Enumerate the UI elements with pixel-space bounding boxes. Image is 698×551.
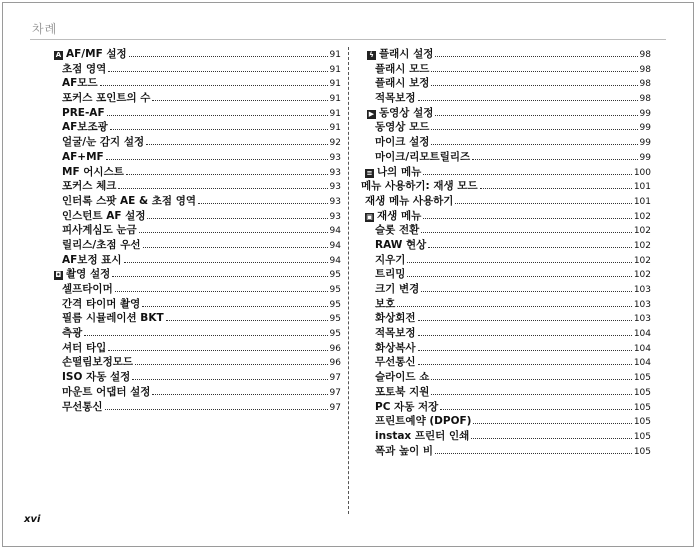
toc-entry-label: 플래시 설정 bbox=[379, 48, 434, 60]
toc-entry-label: 릴리스/초점 우선 bbox=[62, 238, 141, 251]
dot-leader bbox=[418, 350, 632, 351]
af-mf-menu-icon: A bbox=[55, 51, 62, 59]
toc-entry-label: 포커스 포인트의 수 bbox=[62, 92, 151, 105]
dot-leader bbox=[431, 379, 631, 380]
toc-entry-page: 102 bbox=[633, 240, 651, 251]
toc-entry-page: 100 bbox=[633, 167, 651, 178]
dot-leader bbox=[421, 232, 632, 233]
toc-entry-page: 93 bbox=[329, 167, 341, 178]
toc-entry-label: 재생 메뉴 bbox=[377, 209, 422, 222]
toc-entry[interactable] bbox=[361, 267, 651, 282]
toc-entry-page: 91 bbox=[329, 123, 341, 134]
toc-entry-page: 102 bbox=[633, 270, 651, 281]
toc-entry-label: 슬롯 전환 bbox=[375, 224, 420, 237]
dot-leader bbox=[423, 174, 632, 175]
toc-entry-label: AF보정 표시 bbox=[62, 253, 122, 266]
dot-leader bbox=[139, 232, 328, 233]
flash-menu-icon: ϟ bbox=[367, 51, 376, 60]
shooting-menu-icon: ◘ bbox=[55, 271, 62, 280]
dot-leader bbox=[418, 100, 638, 101]
toc-entry-page: 94 bbox=[329, 240, 341, 251]
toc-entry[interactable] bbox=[361, 414, 651, 429]
toc-entry-page: 95 bbox=[329, 299, 341, 310]
dot-leader bbox=[431, 71, 637, 72]
toc-entry-label: 필름 시뮬레이션 BKT bbox=[62, 312, 164, 325]
toc-entry-label: 측광 bbox=[62, 327, 83, 340]
dot-leader bbox=[129, 56, 328, 57]
toc-entry-page: 103 bbox=[633, 285, 651, 295]
toc-entry[interactable] bbox=[54, 311, 341, 326]
dot-leader bbox=[105, 409, 328, 410]
dot-leader bbox=[431, 144, 637, 145]
toc-entry-label: 포커스 체크 bbox=[62, 180, 117, 193]
toc-entry-page: 99 bbox=[639, 152, 651, 163]
toc-entry-label: 초점 영역 bbox=[62, 62, 107, 75]
toc-entry-label: 화상회전 bbox=[375, 312, 416, 325]
toc-entry-page: 101 bbox=[633, 182, 651, 193]
toc-entry[interactable] bbox=[361, 282, 651, 297]
toc-entry-page: 101 bbox=[633, 196, 651, 207]
dot-leader bbox=[108, 350, 327, 351]
toc-entry-label: 메뉴 사용하기: 재생 모드 bbox=[361, 180, 478, 193]
toc-entry-label: 크기 변경 bbox=[375, 283, 420, 295]
toc-entry[interactable] bbox=[361, 135, 651, 150]
toc-entry-page: 91 bbox=[329, 94, 341, 105]
toc-entry[interactable] bbox=[54, 267, 341, 282]
toc-entry-label: MF 어시스트 bbox=[62, 165, 124, 178]
toc-entry[interactable] bbox=[54, 76, 341, 91]
toc-entry[interactable] bbox=[54, 120, 341, 135]
toc-entry-label: 나의 메뉴 bbox=[377, 165, 422, 178]
toc-entry[interactable] bbox=[54, 209, 341, 224]
toc-entry-label: 무선통신 bbox=[62, 400, 103, 413]
dot-leader bbox=[124, 262, 328, 263]
toc-entry[interactable] bbox=[361, 253, 651, 268]
toc-entry-label: 마이크 설정 bbox=[375, 136, 430, 149]
toc-entry-label: 적목보정 bbox=[375, 327, 416, 340]
dot-leader bbox=[135, 364, 328, 365]
toc-entry[interactable] bbox=[361, 297, 651, 312]
toc-entry-label: 플래시 보정 bbox=[375, 77, 430, 90]
toc-entry[interactable] bbox=[361, 62, 651, 77]
toc-entry-page: 95 bbox=[329, 314, 341, 325]
toc-entry-label: 무선통신 bbox=[375, 356, 416, 369]
toc-entry-page: 93 bbox=[329, 152, 341, 163]
dot-leader bbox=[152, 100, 327, 101]
dot-leader bbox=[435, 115, 637, 116]
dot-leader bbox=[106, 159, 328, 160]
toc-entry-page: 96 bbox=[329, 358, 341, 369]
movie-menu-icon: ▶ bbox=[368, 109, 375, 118]
toc-entry[interactable] bbox=[361, 91, 651, 106]
dot-leader bbox=[108, 71, 327, 72]
toc-entry[interactable] bbox=[54, 135, 341, 150]
toc-entry-page: 104 bbox=[633, 343, 651, 354]
toc-entry-page: 104 bbox=[633, 329, 651, 340]
toc-entry-page: 91 bbox=[329, 79, 341, 90]
toc-entry[interactable] bbox=[361, 150, 651, 165]
toc-entry-page: 98 bbox=[639, 94, 651, 105]
dot-leader bbox=[428, 247, 632, 248]
toc-entry[interactable] bbox=[54, 238, 341, 253]
toc-entry-page: 99 bbox=[639, 123, 651, 134]
dot-leader bbox=[431, 85, 637, 86]
toc-entry[interactable] bbox=[54, 253, 341, 268]
toc-entry[interactable] bbox=[361, 385, 651, 400]
toc-entry-page: 105 bbox=[633, 417, 651, 428]
dot-leader bbox=[132, 379, 327, 380]
toc-entry[interactable] bbox=[361, 429, 651, 444]
toc-entry-label: 슬라이드 쇼 bbox=[375, 371, 430, 384]
toc-entry-label: 피사계심도 눈금 bbox=[62, 224, 137, 237]
toc-entry-label: 인터록 스팟 AE & 초점 영역 bbox=[62, 194, 197, 207]
toc-entry-page: 102 bbox=[633, 211, 651, 222]
dot-leader bbox=[142, 306, 327, 307]
dot-leader bbox=[397, 306, 632, 307]
dot-leader bbox=[418, 364, 632, 365]
dot-leader bbox=[418, 335, 632, 336]
toc-entry-label: 재생 메뉴 사용하기 bbox=[365, 194, 454, 207]
dot-leader bbox=[147, 218, 327, 219]
toc-entry[interactable] bbox=[361, 223, 651, 238]
toc-entry-label: instax 프린터 인쇄 bbox=[375, 429, 470, 442]
toc-entry-page: 92 bbox=[329, 138, 341, 149]
toc-entry[interactable] bbox=[54, 282, 341, 297]
dot-leader bbox=[407, 276, 631, 277]
toc-entry-page: 103 bbox=[633, 314, 651, 325]
toc-entry-page: 96 bbox=[329, 343, 341, 354]
toc-entry-label: 포토북 지원 bbox=[375, 385, 430, 398]
toc-entry-page: 105 bbox=[633, 373, 651, 384]
dot-leader bbox=[100, 85, 328, 86]
toc-entry[interactable] bbox=[54, 165, 341, 180]
toc-entry[interactable] bbox=[361, 444, 651, 459]
toc-entry[interactable] bbox=[54, 91, 341, 106]
toc-entry-label: 촬영 설정 bbox=[66, 268, 111, 281]
toc-entry[interactable] bbox=[54, 341, 341, 356]
dot-leader bbox=[440, 409, 632, 410]
dot-leader bbox=[84, 335, 327, 336]
toc-entry[interactable] bbox=[54, 62, 341, 77]
toc-entry[interactable] bbox=[54, 47, 341, 62]
toc-entry-page: 98 bbox=[639, 79, 651, 90]
toc-entry-label: 셔터 타입 bbox=[62, 341, 107, 354]
toc-entry-page: 99 bbox=[639, 108, 651, 119]
dot-leader bbox=[146, 144, 327, 145]
dot-leader bbox=[435, 453, 632, 454]
toc-entry[interactable] bbox=[54, 223, 341, 238]
toc-entry[interactable] bbox=[54, 370, 341, 385]
toc-entry-page: 91 bbox=[329, 108, 341, 119]
toc-entry-page: 105 bbox=[633, 387, 651, 398]
toc-entry-label: RAW 현상 bbox=[375, 238, 427, 251]
dot-leader bbox=[431, 129, 637, 130]
toc-entry[interactable] bbox=[361, 194, 651, 209]
toc-right-column bbox=[361, 47, 651, 458]
toc-entry-label: 폭과 높이 비 bbox=[375, 444, 434, 457]
toc-entry-label: 인스턴트 AF 설정 bbox=[62, 209, 146, 222]
toc-entry[interactable] bbox=[54, 150, 341, 165]
toc-entry-page: 104 bbox=[633, 358, 651, 369]
toc-entry-label: 손떨림보정모드 bbox=[62, 356, 134, 369]
toc-entry-page: 102 bbox=[633, 226, 651, 237]
toc-entry[interactable] bbox=[361, 209, 651, 224]
dot-leader bbox=[107, 115, 328, 116]
dot-leader bbox=[421, 291, 632, 292]
toc-left-column bbox=[54, 47, 341, 414]
page-header-title: 차례 bbox=[32, 22, 58, 36]
toc-entry-page: 105 bbox=[633, 402, 651, 413]
dot-leader bbox=[112, 276, 327, 277]
header-rule bbox=[30, 39, 666, 40]
toc-entry-label: PC 자동 저장 bbox=[375, 400, 439, 413]
toc-entry-label: 마운트 어댑터 설정 bbox=[62, 385, 151, 398]
toc-entry[interactable] bbox=[361, 238, 651, 253]
toc-entry[interactable] bbox=[54, 400, 341, 415]
toc-entry-page: 105 bbox=[633, 446, 651, 457]
toc-entry-label: 보호 bbox=[375, 297, 396, 310]
toc-entry-label: 화상복사 bbox=[375, 341, 416, 354]
toc-entry-label: AF모드 bbox=[62, 77, 98, 90]
toc-entry-label: 얼굴/눈 감지 설정 bbox=[62, 136, 145, 149]
toc-entry[interactable] bbox=[54, 355, 341, 370]
toc-entry-page: 95 bbox=[329, 285, 341, 295]
toc-entry-page: 93 bbox=[329, 196, 341, 207]
dot-leader bbox=[455, 203, 631, 204]
dot-leader bbox=[118, 188, 327, 189]
toc-entry-label: 셀프타이머 bbox=[62, 283, 113, 295]
column-divider bbox=[348, 47, 349, 514]
dot-leader bbox=[198, 203, 328, 204]
toc-entry-page: 97 bbox=[329, 373, 341, 384]
dot-leader bbox=[435, 56, 637, 57]
toc-entry-page: 103 bbox=[633, 299, 651, 310]
toc-entry-page: 99 bbox=[639, 138, 651, 149]
dot-leader bbox=[431, 394, 631, 395]
toc-entry-label: 마이크/리모트릴리즈 bbox=[375, 150, 471, 163]
toc-entry-page: 102 bbox=[633, 255, 651, 266]
toc-entry[interactable] bbox=[54, 194, 341, 209]
dot-leader bbox=[480, 188, 632, 189]
toc-entry[interactable] bbox=[361, 165, 651, 180]
toc-entry-page: 95 bbox=[329, 270, 341, 281]
dot-leader bbox=[423, 218, 632, 219]
toc-entry-page: 91 bbox=[329, 64, 341, 75]
toc-entry[interactable] bbox=[361, 370, 651, 385]
toc-entry-page: 94 bbox=[329, 255, 341, 266]
toc-entry[interactable] bbox=[54, 179, 341, 194]
toc-entry[interactable] bbox=[361, 106, 651, 121]
toc-entry[interactable] bbox=[361, 311, 651, 326]
dot-leader bbox=[143, 247, 328, 248]
toc-entry-page: 95 bbox=[329, 329, 341, 340]
toc-entry-page: 94 bbox=[329, 226, 341, 237]
toc-entry-label: 동영상 모드 bbox=[375, 121, 430, 134]
toc-entry[interactable] bbox=[54, 385, 341, 400]
playback-menu-icon: ▣ bbox=[366, 212, 373, 221]
toc-entry[interactable] bbox=[361, 400, 651, 415]
toc-entry-label: 동영상 설정 bbox=[379, 106, 434, 119]
dot-leader bbox=[407, 262, 631, 263]
dot-leader bbox=[110, 129, 328, 130]
toc-entry[interactable] bbox=[361, 355, 651, 370]
toc-entry-label: PRE-AF bbox=[62, 106, 105, 119]
toc-entry-label: AF보조광 bbox=[62, 121, 108, 134]
toc-entry-page: 93 bbox=[329, 211, 341, 222]
dot-leader bbox=[473, 423, 631, 424]
toc-entry-page: 98 bbox=[639, 50, 651, 60]
toc-entry-label: ISO 자동 설정 bbox=[62, 371, 131, 384]
dot-leader bbox=[472, 159, 637, 160]
toc-entry-label: AF/MF 설정 bbox=[66, 48, 127, 60]
toc-entry-label: 지우기 bbox=[375, 253, 406, 266]
toc-entry-page: 93 bbox=[329, 182, 341, 193]
toc-entry-label: 간격 타이머 촬영 bbox=[62, 297, 141, 310]
dot-leader bbox=[115, 291, 328, 292]
toc-entry[interactable] bbox=[361, 76, 651, 91]
dot-leader bbox=[126, 174, 328, 175]
dot-leader bbox=[471, 438, 632, 439]
toc-entry-page: 97 bbox=[329, 387, 341, 398]
toc-entry-label: 트리밍 bbox=[375, 268, 406, 281]
my-menu-icon: ≡ bbox=[366, 168, 373, 177]
toc-entry-page: 97 bbox=[329, 402, 341, 413]
toc-entry-page: 105 bbox=[633, 431, 651, 442]
toc-entry-page: 98 bbox=[639, 64, 651, 75]
toc-entry-label: 플래시 모드 bbox=[375, 62, 430, 75]
toc-entry[interactable] bbox=[361, 120, 651, 135]
dot-leader bbox=[166, 320, 328, 321]
toc-entry-label: 적목보정 bbox=[375, 92, 416, 105]
toc-entry[interactable] bbox=[361, 47, 651, 62]
dot-leader bbox=[418, 320, 632, 321]
page-number: xvi bbox=[24, 514, 41, 525]
toc-entry-label: 프린트예약 (DPOF) bbox=[375, 415, 472, 428]
dot-leader bbox=[152, 394, 327, 395]
toc-entry-page: 91 bbox=[329, 50, 341, 60]
toc-entry-label: AF+MF bbox=[62, 150, 104, 163]
toc-entry[interactable] bbox=[54, 326, 341, 341]
toc-entry[interactable] bbox=[361, 326, 651, 341]
toc-entry[interactable] bbox=[361, 179, 651, 194]
toc-entry[interactable] bbox=[54, 297, 341, 312]
toc-entry[interactable] bbox=[361, 341, 651, 356]
toc-entry[interactable] bbox=[54, 106, 341, 121]
